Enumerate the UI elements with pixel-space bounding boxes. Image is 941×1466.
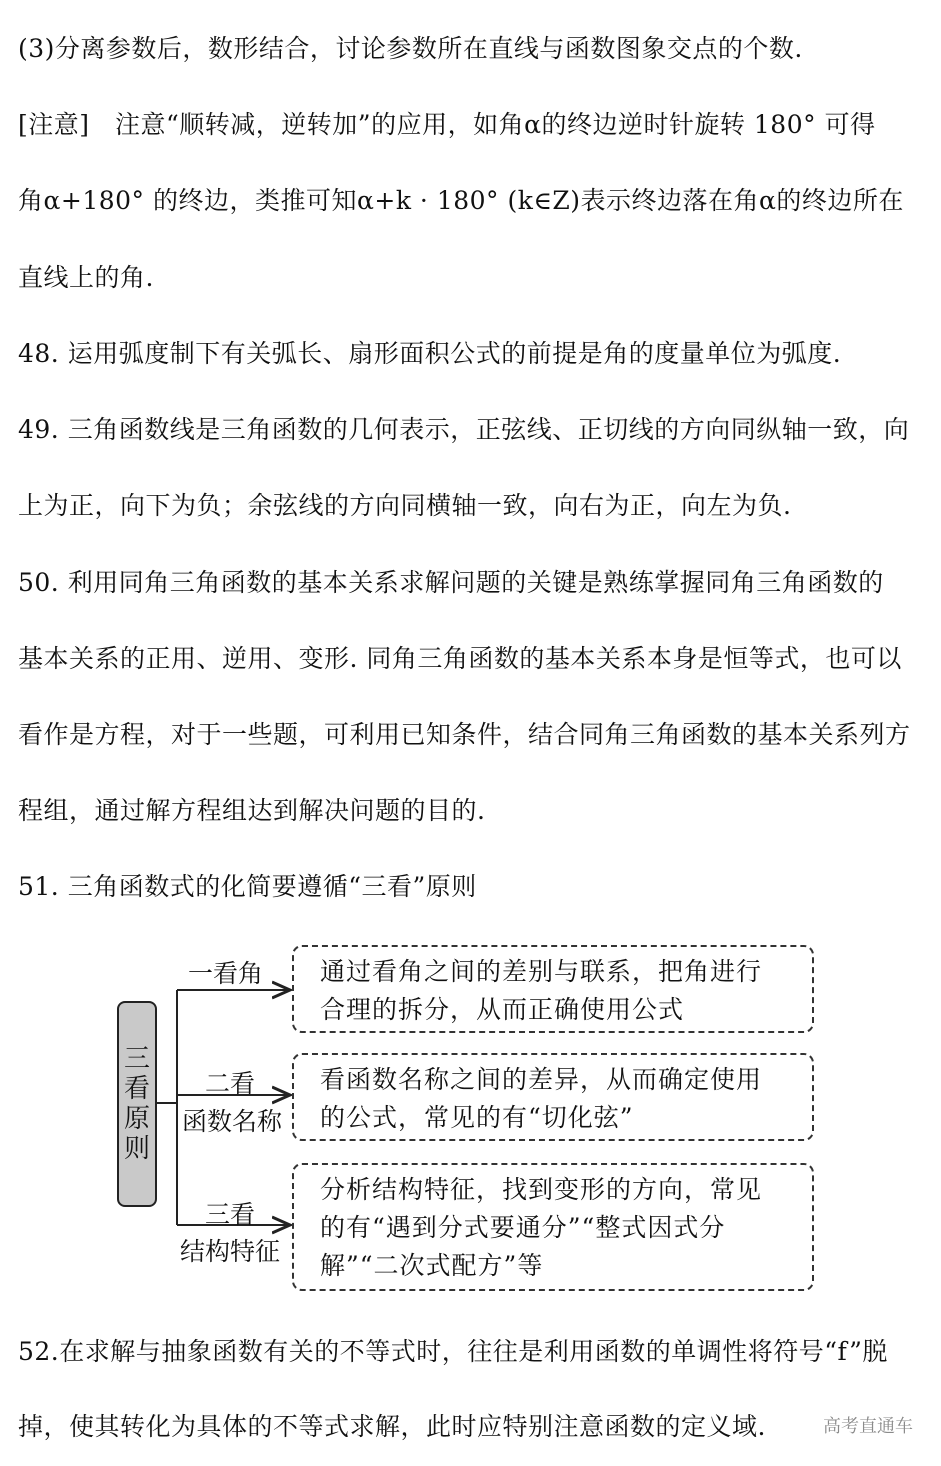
text-line: 直线上的角. — [18, 263, 154, 292]
branch-label-3-bottom: 结构特征 — [180, 1237, 281, 1266]
branch-label-3-top: 三看 — [205, 1200, 256, 1229]
center-char: 三 — [123, 1044, 150, 1074]
text-line: 48. 运用弧度制下有关弧长、扇形面积公式的前提是角的度量单位为弧度. — [18, 339, 842, 368]
text-line: 50. 利用同角三角函数的基本关系求解问题的关键是熟练掌握同角三角函数的 — [18, 568, 884, 597]
text-line: 基本关系的正用、逆用、变形. 同角三角函数的基本关系本身是恒等式，也可以 — [18, 644, 902, 673]
text-line: 程组，通过解方程组达到解决问题的目的. — [18, 796, 486, 825]
center-char: 原 — [123, 1104, 150, 1134]
text-line: 掉，使其转化为具体的不等式求解，此时应特别注意函数的定义域. — [18, 1412, 766, 1441]
branch-text-line: 分析结构特征，找到变形的方向，常见 — [320, 1175, 763, 1204]
branch-label-2-bottom: 函数名称 — [182, 1107, 283, 1136]
text-line: 52.在求解与抽象函数有关的不等式时，往往是利用函数的单调性将符号“f”脱 — [18, 1337, 888, 1366]
branch-text-line: 通过看角之间的差别与联系，把角进行 — [320, 957, 763, 986]
text-line: 49. 三角函数线是三角函数的几何表示，正弦线、正切线的方向同纵轴一致，向 — [18, 415, 910, 444]
text-line: (3)分离参数后，数形结合，讨论参数所在直线与函数图象交点的个数. — [18, 34, 803, 63]
text-line: [注意] 注意“顺转减，逆转加”的应用，如角α的终边逆时针旋转 180° 可得 — [18, 110, 876, 139]
branch-text-line: 看函数名称之间的差异，从而确定使用 — [320, 1065, 763, 1094]
center-char: 看 — [123, 1074, 150, 1104]
branch-text-line: 解”“二次式配方”等 — [320, 1251, 544, 1280]
center-char: 则 — [123, 1134, 150, 1164]
branch-box-2 — [292, 1053, 814, 1141]
branch-text-line: 合理的拆分，从而正确使用公式 — [320, 995, 685, 1024]
watermark: 高考直通车 — [823, 1416, 913, 1437]
text-line: 角α+180° 的终边，类推可知α+k · 180° (k∈Z)表示终边落在角α的终边所在 — [18, 186, 904, 215]
branch-box-3 — [292, 1163, 814, 1291]
branch-label-2-top: 二看 — [205, 1069, 256, 1098]
three-looks-diagram — [0, 935, 941, 1315]
branch-label-1: 一看角 — [188, 959, 264, 988]
branch-text-line: 的有“遇到分式要通分”“整式因式分 — [320, 1213, 726, 1242]
branch-text-line: 的公式，常见的有“切化弦” — [320, 1103, 634, 1132]
text-line: 看作是方程，对于一些题，可利用已知条件，结合同角三角函数的基本关系列方 — [18, 720, 911, 749]
branch-box-1 — [292, 945, 814, 1033]
center-principle-box — [117, 1001, 157, 1207]
text-line: 上为正，向下为负；余弦线的方向同横轴一致，向右为正，向左为负. — [18, 491, 792, 520]
text-line: 51. 三角函数式的化简要遵循“三看”原则 — [18, 872, 477, 901]
